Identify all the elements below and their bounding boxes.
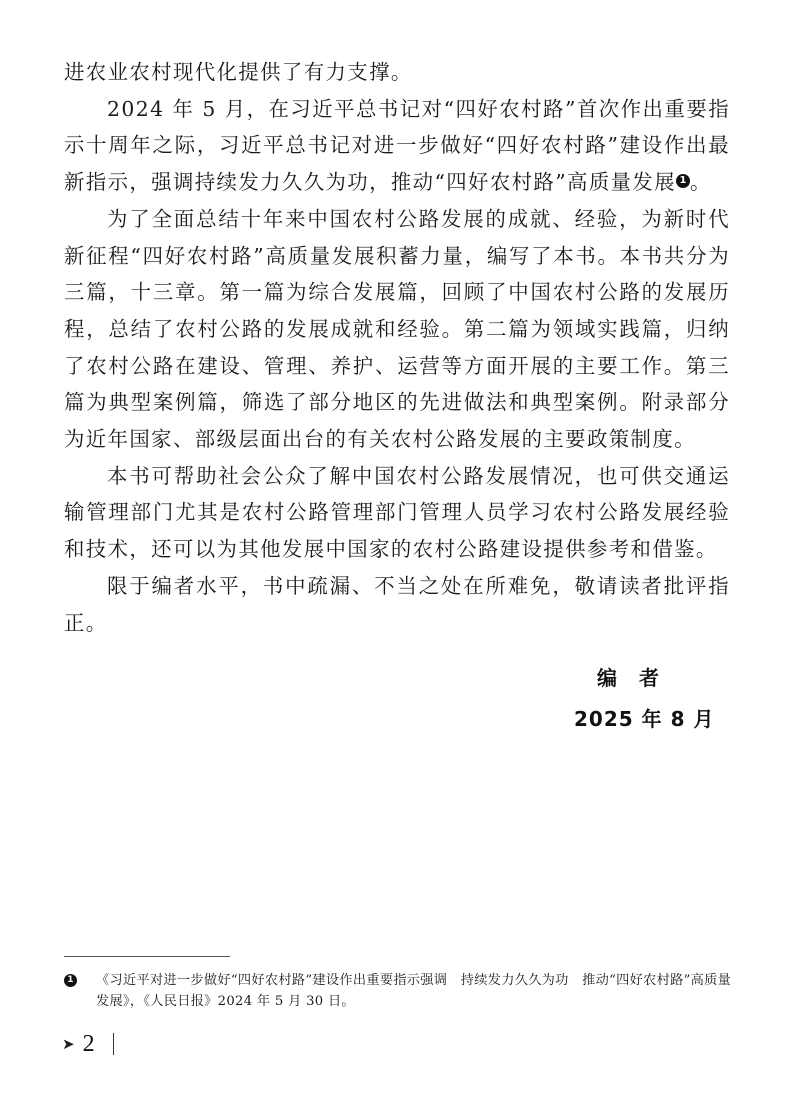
paragraph: 限于编者水平，书中疏漏、不当之处在所难免，敬请读者批评指正。 xyxy=(64,573,730,635)
signature-date: 2025 年 8 月 xyxy=(574,707,715,731)
signature-editor: 编者 xyxy=(597,666,681,690)
footnote-text: 《习近平对进一步做好“四好农村路”建设作出重要指示强调 持续发力久久为功 推动“四好农村路”高质量发展》，《人民日报》2024 年 5 月 30 日。 xyxy=(96,973,732,1009)
page-footer xyxy=(62,1028,114,1060)
paragraph-text: 2024 年 5 月，在习近平总书记对“四好农村路”首次作出重要指示十周年之际，习近平总书记对进一步做好“四好农村路”建设作出最新指示，强调持续发力久久为功，推动“四好农村路”高质量发展 xyxy=(64,96,730,195)
body-text xyxy=(64,54,730,641)
footnote-divider xyxy=(64,956,230,957)
footer-divider xyxy=(113,1033,115,1055)
paragraph xyxy=(64,91,730,201)
footnote xyxy=(67,970,736,1012)
paragraph-continued: 进农业农村现代化提供了有力支撑。 xyxy=(64,60,413,84)
page-number: 2 xyxy=(82,1030,95,1057)
paragraph-end-punct: 。 xyxy=(690,170,712,195)
footnote-marker-icon: 1 xyxy=(676,174,690,188)
paragraph: 本书可帮助社会公众了解中国农村公路发展情况，也可供交通运输管理部门尤其是农村公路管理部门管理人员学习农村公路发展经验和技术，还可以为其他发展中国家的农村公路建设提供参考和借鉴。 xyxy=(64,463,730,562)
footnote-number-icon: 1 xyxy=(64,974,77,987)
paragraph: 为了全面总结十年来中国农村公路发展的成就、经验，为新时代新征程“四好农村路”高质量发展积蓄力量，编写了本书。本书共分为三篇，十三章。第一篇为综合发展篇，回顾了中国农村公路的发展历程，总结了农村公路的发展成就和经验。第二篇为领域实践篇，归纳了农村公路在建设、管理、养护、运营等方面开展的主要工作。第三篇为典型案例篇，筛选了部分地区的先进做法和典型案例。附录部分为近年国家、部级层面出台的有关农村公路发展的主要政策制度。 xyxy=(64,206,730,452)
arrow-icon: ➤ xyxy=(62,1035,75,1053)
